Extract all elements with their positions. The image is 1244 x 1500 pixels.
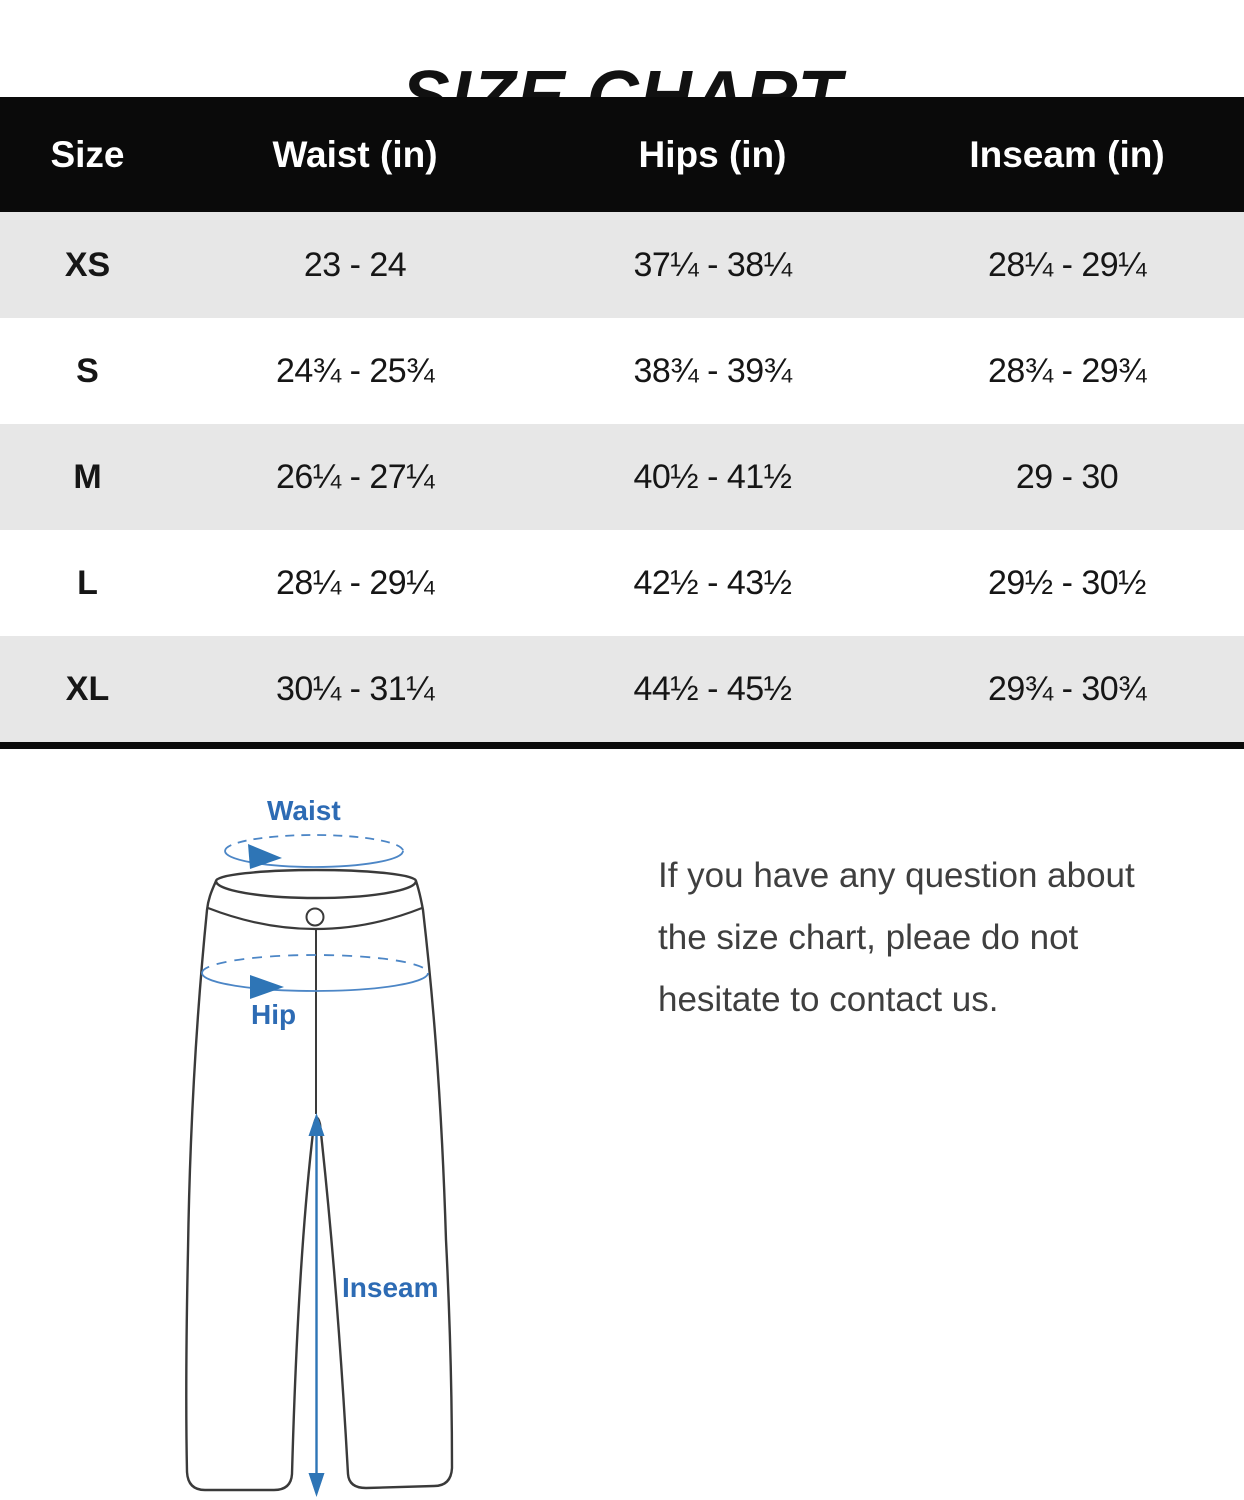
waistband-button	[307, 909, 324, 926]
header-cell-inseam: Inseam (in)	[969, 133, 1165, 175]
hip-label: Hip	[251, 999, 297, 1030]
table-bottom-rule	[0, 742, 1244, 749]
table-row-xs	[0, 212, 1244, 318]
size-cell: L	[77, 563, 98, 602]
hips-cell: 42½ - 43½	[633, 563, 792, 602]
size-table	[0, 97, 1244, 749]
table-row-xl	[0, 636, 1244, 742]
waist-cell: 26¼ - 27¼	[275, 457, 435, 496]
waist-cell: 24¾ - 25¾	[275, 351, 435, 390]
inseam-label: Inseam	[342, 1272, 439, 1303]
waist-cell: 30¼ - 31¼	[275, 669, 435, 708]
size-cell: S	[76, 351, 99, 390]
inseam-arrow-down-icon	[309, 1473, 325, 1497]
header-cell-hips: Hips (in)	[638, 133, 787, 175]
pants-diagram	[140, 780, 505, 1500]
contact-note	[658, 845, 1228, 1031]
inseam-cell: 29 - 30	[1015, 457, 1119, 496]
table-row-s	[0, 318, 1244, 424]
size-cell: M	[73, 457, 102, 496]
size-cell: XS	[64, 245, 111, 284]
table-header-row	[0, 97, 1244, 212]
note-line-3: hesitate to contact us.	[658, 980, 999, 1019]
inseam-cell: 29¾ - 30¾	[987, 669, 1147, 708]
waist-cell: 23 - 24	[303, 245, 407, 284]
inseam-cell: 29½ - 30½	[987, 563, 1147, 602]
header-cell-size: Size	[50, 133, 125, 175]
note-line-1: If you have any question about	[658, 856, 1135, 895]
hips-cell: 38¾ - 39¾	[633, 351, 792, 390]
table-row-l	[0, 530, 1244, 636]
note-line-2: the size chart, pleae do not	[658, 918, 1079, 957]
pants-outline	[186, 881, 452, 1490]
hips-cell: 44½ - 45½	[633, 669, 792, 708]
inseam-cell: 28¼ - 29¼	[987, 245, 1147, 284]
hips-cell: 37¼ - 38¼	[633, 245, 792, 284]
table-row-m	[0, 424, 1244, 530]
waist-cell: 28¼ - 29¼	[275, 563, 435, 602]
waist-label: Waist	[267, 795, 341, 826]
header-cell-waist: Waist (in)	[272, 133, 438, 175]
waist-opening-line	[216, 870, 416, 881]
hips-cell: 40½ - 41½	[633, 457, 792, 496]
inseam-cell: 28¾ - 29¾	[987, 351, 1147, 390]
size-cell: XL	[65, 669, 110, 708]
